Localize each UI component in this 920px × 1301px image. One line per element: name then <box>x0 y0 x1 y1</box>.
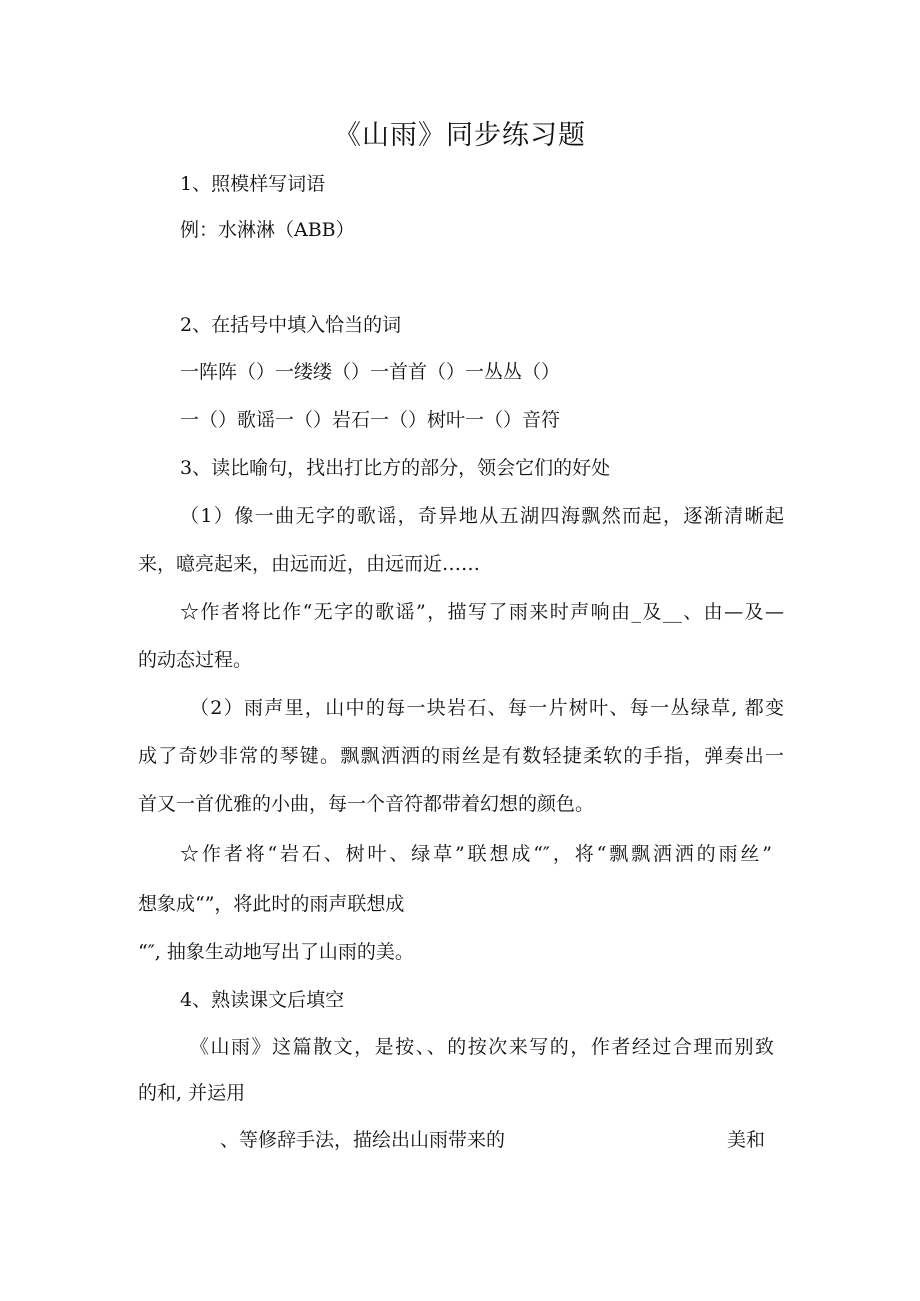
q1-example: 例：水淋淋（ABB） <box>180 219 355 241</box>
q4-line3-right: 美和 <box>727 1129 766 1151</box>
q4-line3-left: 、等修辞手法，描绘出山雨带来的 <box>220 1129 506 1151</box>
q3-p2-line2: 成了奇妙非常的琴键。飘飘洒洒的雨丝是有数轻捷柔软的手指，弹奏出一 <box>138 745 784 767</box>
q2-heading: 2、在括号中填入恰当的词 <box>180 314 402 336</box>
q2-row1: 一阵阵（）一缕缕（）一首首（）一丛丛（） <box>180 361 561 383</box>
page-title: 《山雨》同步练习题 <box>334 120 586 151</box>
q3-p1-line1: （1）像一曲无字的歌谣，奇异地从五湖四海飘然而起，逐渐清晰起 <box>180 505 784 527</box>
q3-p2-answer-line3: “″, 抽象生动地写出了山雨的美。 <box>138 941 414 963</box>
q1-heading: 1、照模样写词语 <box>180 173 326 195</box>
q4-line1: 《山雨》这篇散文，是按、、的按次来写的，作者经过合理而别致 <box>190 1036 774 1058</box>
q4-line2: 的和, 并运用 <box>138 1082 246 1104</box>
q3-heading: 3、读比喻句，找出打比方的部分，领会它们的好处 <box>180 457 611 479</box>
q3-p2-line1: （2）雨声里，山中的每一块岩石、每一片树叶、每一丛绿草, 都变 <box>190 697 784 719</box>
q3-p1-answer-line2: 的动态过程。 <box>138 649 253 671</box>
q2-row2: 一（）歌谣一（）岩石一（）树叶一（）音符 <box>180 409 561 431</box>
q3-p1-answer-line1: ☆作者将比作“无字的歌谣”，描写了雨来时声响由_及__、由—及— <box>180 601 784 623</box>
q3-p1-line2: 来，噫亮起来，由远而近，由远而近…… <box>138 553 481 575</box>
q3-p2-line3: 首又一首优雅的小曲，每一个音符都带着幻想的颜色。 <box>138 793 595 815</box>
q3-p2-answer-line2: 想象成“”，将此时的雨声联想成 <box>138 893 405 915</box>
q3-p2-answer-line1: ☆作者将“岩石、树叶、绿草”联想成“″，将“飘飘洒洒的雨丝” <box>180 843 772 865</box>
q4-heading: 4、熟读课文后填空 <box>180 989 345 1011</box>
